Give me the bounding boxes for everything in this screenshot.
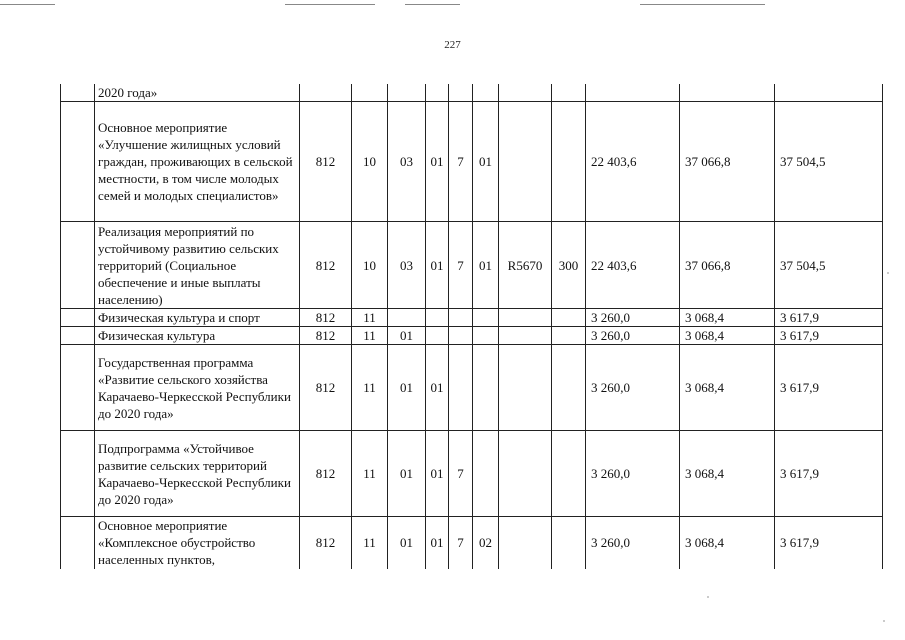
cell-subsection: 03: [388, 222, 426, 309]
cell-amount-year-2: 3 068,4: [680, 345, 775, 431]
row-name-cell: Физическая культура: [95, 327, 300, 345]
cell-expense-direction: [499, 345, 552, 431]
scan-artifact-line: [285, 4, 375, 5]
cell-subprogram: [449, 345, 473, 431]
cell-subprogram: [449, 327, 473, 345]
cell-subsection: 01: [388, 327, 426, 345]
row-blank-cell: [61, 327, 95, 345]
cell-amount-year-1: 22 403,6: [586, 102, 680, 222]
row-blank-cell: [61, 517, 95, 569]
cell-expense-type: [552, 102, 586, 222]
table-row: [61, 327, 883, 345]
cell-expense-type: [552, 345, 586, 431]
cell-activity: [473, 345, 499, 431]
scan-artifact-line: [0, 4, 55, 5]
cell-program: 01: [426, 345, 449, 431]
cell-amount-year-1: 22 403,6: [586, 222, 680, 309]
cell-admin-code: 812: [300, 102, 352, 222]
scan-artifact-line: [405, 4, 460, 5]
cell-amount-year-3: 3 617,9: [775, 345, 883, 431]
cell-admin-code: 812: [300, 345, 352, 431]
cell-activity: 01: [473, 222, 499, 309]
cell-admin-code: 812: [300, 309, 352, 327]
cell-section: [352, 84, 388, 102]
cell-amount-year-1: 3 260,0: [586, 345, 680, 431]
scan-speck: [707, 596, 709, 598]
cell-section: 11: [352, 517, 388, 569]
cell-amount-year-1: [586, 84, 680, 102]
cell-amount-year-1: 3 260,0: [586, 309, 680, 327]
cell-subsection: 03: [388, 102, 426, 222]
cell-amount-year-1: 3 260,0: [586, 431, 680, 517]
row-name-cell: Основное мероприятие «Улучшение жилищных условий граждан, проживающих в сельской местности, в том числе молодых семей и молодых специалистов»: [95, 102, 300, 222]
cell-expense-direction: [499, 327, 552, 345]
cell-amount-year-3: 3 617,9: [775, 327, 883, 345]
row-blank-cell: [61, 345, 95, 431]
cell-expense-direction: [499, 84, 552, 102]
cell-activity: [473, 431, 499, 517]
cell-expense-type: [552, 431, 586, 517]
cell-amount-year-3: 3 617,9: [775, 431, 883, 517]
cell-program: 01: [426, 222, 449, 309]
cell-expense-direction: [499, 309, 552, 327]
cell-admin-code: [300, 84, 352, 102]
row-blank-cell: [61, 309, 95, 327]
cell-amount-year-1: 3 260,0: [586, 327, 680, 345]
cell-amount-year-2: 37 066,8: [680, 102, 775, 222]
cell-section: 10: [352, 222, 388, 309]
table-row: [61, 517, 883, 569]
cell-activity: 02: [473, 517, 499, 569]
cell-expense-type: [552, 309, 586, 327]
cell-program: [426, 84, 449, 102]
cell-subsection: [388, 309, 426, 327]
cell-program: 01: [426, 102, 449, 222]
scan-speck: [883, 620, 885, 622]
cell-expense-direction: [499, 431, 552, 517]
page-number: 227: [444, 39, 461, 51]
row-name-cell: 2020 года»: [95, 84, 300, 102]
cell-amount-year-2: 3 068,4: [680, 309, 775, 327]
cell-expense-direction: [499, 102, 552, 222]
table-row: [61, 345, 883, 431]
cell-amount-year-3: [775, 84, 883, 102]
cell-expense-type: [552, 327, 586, 345]
scan-speck: [887, 272, 889, 274]
table-row: [61, 431, 883, 517]
cell-subprogram: 7: [449, 431, 473, 517]
cell-subsection: [388, 84, 426, 102]
row-blank-cell: [61, 84, 95, 102]
cell-subsection: 01: [388, 345, 426, 431]
table-row: [61, 222, 883, 309]
cell-admin-code: 812: [300, 517, 352, 569]
cell-subprogram: 7: [449, 102, 473, 222]
cell-subprogram: [449, 309, 473, 327]
budget-table: [60, 84, 883, 569]
row-blank-cell: [61, 222, 95, 309]
table-row: [61, 102, 883, 222]
cell-amount-year-2: 3 068,4: [680, 431, 775, 517]
cell-expense-type: 300: [552, 222, 586, 309]
row-name-cell: Реализация мероприятий по устойчивому развитию сельских территорий (Социальное обеспечение и иные выплаты населению): [95, 222, 300, 309]
cell-expense-direction: R5670: [499, 222, 552, 309]
cell-amount-year-1: 3 260,0: [586, 517, 680, 569]
cell-amount-year-2: [680, 84, 775, 102]
cell-amount-year-3: 37 504,5: [775, 222, 883, 309]
cell-subsection: 01: [388, 431, 426, 517]
cell-section: 11: [352, 327, 388, 345]
cell-activity: [473, 309, 499, 327]
cell-section: 10: [352, 102, 388, 222]
cell-section: 11: [352, 309, 388, 327]
table-row: [61, 309, 883, 327]
cell-subprogram: [449, 84, 473, 102]
row-name-cell: Подпрограмма «Устойчивое развитие сельских территорий Карачаево-Черкесской Республики до 2020 года»: [95, 431, 300, 517]
cell-program: [426, 327, 449, 345]
cell-amount-year-2: 37 066,8: [680, 222, 775, 309]
cell-program: 01: [426, 517, 449, 569]
row-name-cell: Основное мероприятие «Комплексное обустройство населенных пунктов,: [95, 517, 300, 569]
cell-subsection: 01: [388, 517, 426, 569]
cell-section: 11: [352, 345, 388, 431]
cell-subprogram: 7: [449, 517, 473, 569]
cell-amount-year-2: 3 068,4: [680, 517, 775, 569]
cell-admin-code: 812: [300, 431, 352, 517]
cell-admin-code: 812: [300, 222, 352, 309]
table-row: [61, 84, 883, 102]
row-name-cell: Физическая культура и спорт: [95, 309, 300, 327]
cell-section: 11: [352, 431, 388, 517]
cell-program: [426, 309, 449, 327]
cell-activity: [473, 327, 499, 345]
cell-expense-direction: [499, 517, 552, 569]
cell-amount-year-3: 3 617,9: [775, 517, 883, 569]
cell-amount-year-3: 3 617,9: [775, 309, 883, 327]
cell-activity: 01: [473, 102, 499, 222]
cell-amount-year-2: 3 068,4: [680, 327, 775, 345]
cell-expense-type: [552, 84, 586, 102]
cell-activity: [473, 84, 499, 102]
scan-artifact-line: [640, 4, 765, 5]
cell-admin-code: 812: [300, 327, 352, 345]
row-blank-cell: [61, 431, 95, 517]
row-name-cell: Государственная программа «Развитие сельского хозяйства Карачаево-Черкесской Республики до 2020 года»: [95, 345, 300, 431]
cell-amount-year-3: 37 504,5: [775, 102, 883, 222]
row-blank-cell: [61, 102, 95, 222]
cell-program: 01: [426, 431, 449, 517]
cell-expense-type: [552, 517, 586, 569]
cell-subprogram: 7: [449, 222, 473, 309]
